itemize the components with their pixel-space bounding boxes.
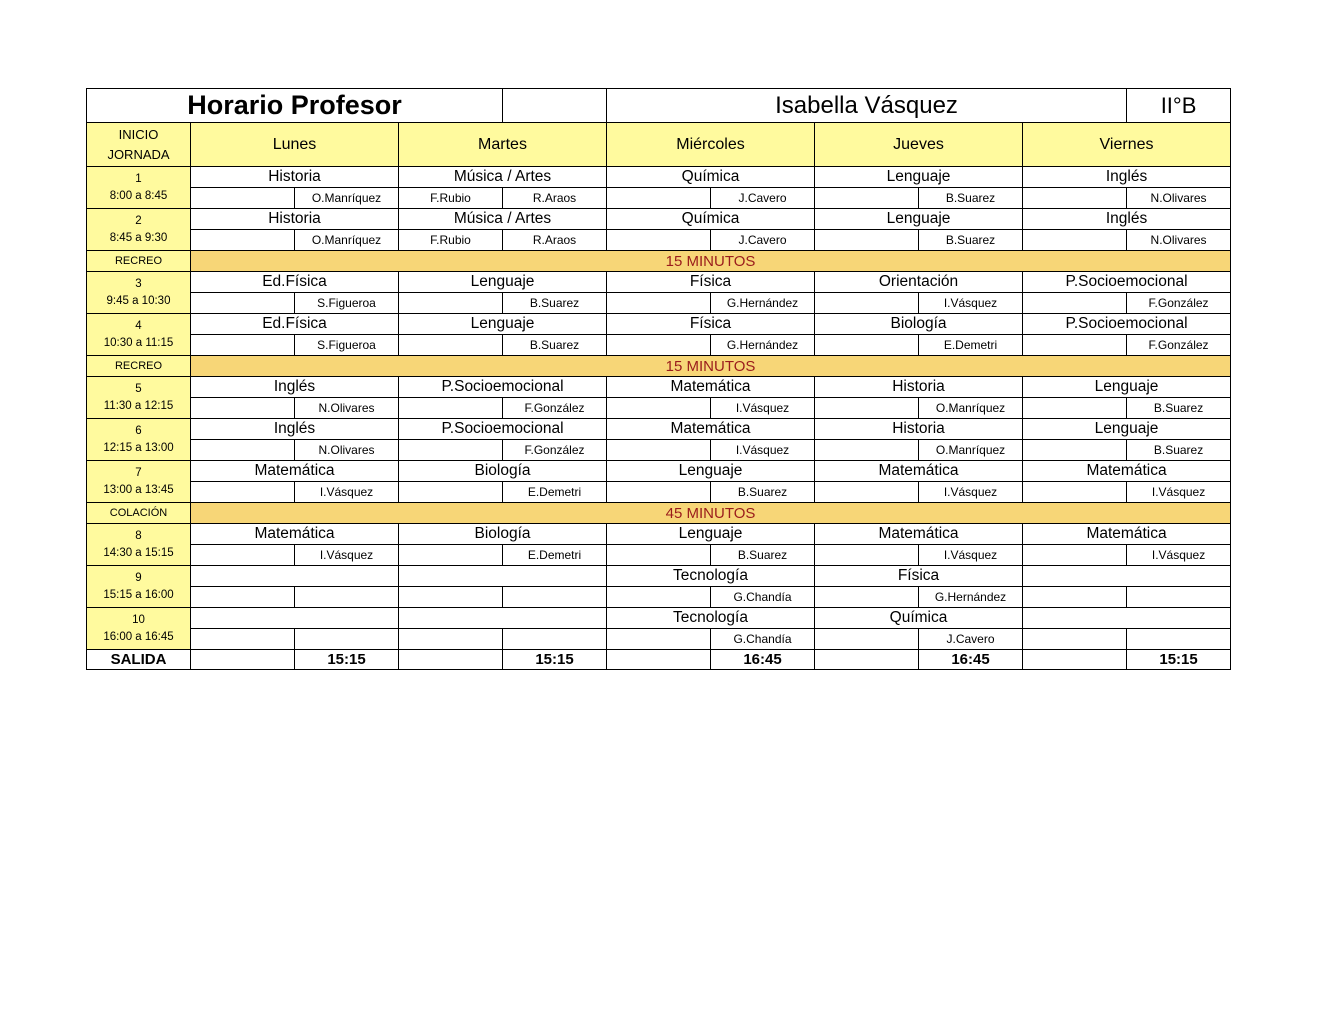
jornada-line: JORNADA xyxy=(107,146,170,162)
period-teacher-row xyxy=(87,482,1231,503)
salida-blank-cell xyxy=(815,650,919,670)
teacher-cell: I.Vásquez xyxy=(919,545,1023,566)
inicio-jornada-label xyxy=(87,123,191,167)
subject-cell: Química xyxy=(815,608,1023,629)
salida-time: 16:45 xyxy=(711,650,815,670)
subject-cell: Matemática xyxy=(191,461,399,482)
teacher-cell xyxy=(399,587,503,608)
period-teacher-row xyxy=(87,587,1231,608)
teacher-cell xyxy=(607,230,711,251)
subject-cell: Inglés xyxy=(1023,209,1231,230)
teacher-cell xyxy=(607,335,711,356)
period-label xyxy=(87,167,191,209)
period-time: 12:15 a 13:00 xyxy=(103,441,174,454)
subject-cell: Orientación xyxy=(815,272,1023,293)
teacher-cell xyxy=(815,188,919,209)
teacher-cell xyxy=(191,335,295,356)
period-number: 10 xyxy=(132,613,145,626)
period-time: 9:45 a 10:30 xyxy=(106,294,171,307)
teacher-cell: E.Demetri xyxy=(503,545,607,566)
break-label: COLACIÓN xyxy=(87,503,191,524)
teacher-cell: I.Vásquez xyxy=(711,440,815,461)
subject-cell xyxy=(399,566,607,587)
subject-cell: Biología xyxy=(399,524,607,545)
teacher-cell: B.Suarez xyxy=(503,293,607,314)
teacher-cell: N.Olivares xyxy=(1127,188,1231,209)
teacher-cell xyxy=(399,545,503,566)
period-label xyxy=(87,209,191,251)
title-blank-cell xyxy=(503,89,607,123)
teacher-cell: I.Vásquez xyxy=(295,482,399,503)
break-row xyxy=(87,503,1231,524)
teacher-cell xyxy=(399,482,503,503)
teacher-cell: R.Araos xyxy=(503,188,607,209)
period-time: 11:30 a 12:15 xyxy=(103,399,174,412)
period-label xyxy=(87,272,191,314)
subject-cell: P.Socioemocional xyxy=(399,419,607,440)
day-header-miercoles: Miércoles xyxy=(607,123,815,167)
teacher-cell: B.Suarez xyxy=(503,335,607,356)
title-row xyxy=(87,89,1231,123)
teacher-cell xyxy=(815,293,919,314)
subject-cell: Lenguaje xyxy=(607,524,815,545)
subject-cell: Matemática xyxy=(815,461,1023,482)
teacher-cell: I.Vásquez xyxy=(295,545,399,566)
teacher-cell: F.González xyxy=(1127,293,1231,314)
subject-cell xyxy=(1023,566,1231,587)
day-header-viernes: Viernes xyxy=(1023,123,1231,167)
subject-cell: Inglés xyxy=(191,419,399,440)
teacher-cell xyxy=(1023,587,1127,608)
teacher-cell: G.Chandía xyxy=(711,629,815,650)
subject-cell: Biología xyxy=(399,461,607,482)
teacher-cell xyxy=(1023,188,1127,209)
teacher-cell: E.Demetri xyxy=(919,335,1023,356)
teacher-cell: I.Vásquez xyxy=(919,482,1023,503)
subject-cell: Tecnología xyxy=(607,608,815,629)
subject-cell: P.Socioemocional xyxy=(1023,314,1231,335)
teacher-cell xyxy=(1023,629,1127,650)
period-teacher-row xyxy=(87,188,1231,209)
period-number: 8 xyxy=(135,529,142,542)
subject-cell: Lenguaje xyxy=(815,209,1023,230)
teacher-cell: G.Hernández xyxy=(711,293,815,314)
teacher-cell xyxy=(191,629,295,650)
period-subject-row xyxy=(87,461,1231,482)
subject-cell xyxy=(399,608,607,629)
period-number: 4 xyxy=(135,319,142,332)
teacher-cell xyxy=(607,188,711,209)
teacher-cell xyxy=(1023,293,1127,314)
break-duration: 15 MINUTOS xyxy=(191,356,1231,377)
period-teacher-row xyxy=(87,335,1231,356)
teacher-cell: J.Cavero xyxy=(711,230,815,251)
period-label xyxy=(87,524,191,566)
teacher-cell: B.Suarez xyxy=(711,545,815,566)
teacher-cell xyxy=(191,545,295,566)
teacher-cell xyxy=(399,293,503,314)
teacher-cell xyxy=(295,587,399,608)
teacher-cell xyxy=(399,398,503,419)
teacher-cell xyxy=(1023,545,1127,566)
teacher-cell xyxy=(1127,587,1231,608)
subject-cell: Física xyxy=(607,272,815,293)
period-subject-row xyxy=(87,524,1231,545)
salida-blank-cell xyxy=(607,650,711,670)
period-label xyxy=(87,461,191,503)
teacher-cell xyxy=(191,293,295,314)
salida-time: 15:15 xyxy=(1127,650,1231,670)
period-time: 8:45 a 9:30 xyxy=(109,231,168,244)
teacher-cell xyxy=(191,230,295,251)
subject-cell: Matemática xyxy=(1023,461,1231,482)
salida-time: 15:15 xyxy=(503,650,607,670)
teacher-cell xyxy=(607,482,711,503)
break-duration: 15 MINUTOS xyxy=(191,251,1231,272)
break-label: RECREO xyxy=(87,356,191,377)
subject-cell xyxy=(191,566,399,587)
period-teacher-row xyxy=(87,545,1231,566)
period-time: 13:00 a 13:45 xyxy=(103,483,174,496)
teacher-cell xyxy=(191,398,295,419)
period-time: 8:00 a 8:45 xyxy=(109,189,168,202)
salida-blank-cell xyxy=(1023,650,1127,670)
subject-cell: Ed.Física xyxy=(191,314,399,335)
teacher-cell: B.Suarez xyxy=(1127,440,1231,461)
subject-cell: Tecnología xyxy=(607,566,815,587)
period-teacher-row xyxy=(87,398,1231,419)
teacher-cell xyxy=(607,587,711,608)
break-row xyxy=(87,356,1231,377)
teacher-cell xyxy=(815,629,919,650)
teacher-cell xyxy=(503,629,607,650)
period-teacher-row xyxy=(87,230,1231,251)
teacher-cell: I.Vásquez xyxy=(1127,482,1231,503)
teacher-cell xyxy=(1023,398,1127,419)
subject-cell: Matemática xyxy=(815,524,1023,545)
subject-cell: Música / Artes xyxy=(399,209,607,230)
teacher-cell: S.Figueroa xyxy=(295,335,399,356)
subject-cell: Lenguaje xyxy=(815,167,1023,188)
teacher-cell xyxy=(1023,230,1127,251)
teacher-cell: B.Suarez xyxy=(711,482,815,503)
inicio-line: INICIO xyxy=(118,126,159,142)
break-row xyxy=(87,251,1231,272)
teacher-cell xyxy=(1127,629,1231,650)
schedule-table xyxy=(86,88,1231,670)
teacher-cell: E.Demetri xyxy=(503,482,607,503)
subject-cell: Inglés xyxy=(1023,167,1231,188)
teacher-cell xyxy=(191,188,295,209)
period-subject-row xyxy=(87,167,1231,188)
period-subject-row xyxy=(87,377,1231,398)
period-subject-row xyxy=(87,209,1231,230)
teacher-name: Isabella Vásquez xyxy=(607,89,1127,123)
page-title: Horario Profesor xyxy=(87,89,503,123)
teacher-cell: S.Figueroa xyxy=(295,293,399,314)
teacher-cell xyxy=(815,545,919,566)
teacher-cell xyxy=(191,587,295,608)
teacher-cell: I.Vásquez xyxy=(1127,545,1231,566)
subject-cell: Lenguaje xyxy=(607,461,815,482)
teacher-cell: I.Vásquez xyxy=(711,398,815,419)
period-time: 14:30 a 15:15 xyxy=(103,546,174,559)
subject-cell: Lenguaje xyxy=(399,314,607,335)
period-label xyxy=(87,419,191,461)
teacher-cell xyxy=(295,629,399,650)
teacher-cell: B.Suarez xyxy=(919,188,1023,209)
subject-cell: Lenguaje xyxy=(1023,377,1231,398)
teacher-cell: O.Manríquez xyxy=(295,230,399,251)
subject-cell: Historia xyxy=(191,167,399,188)
subject-cell: Química xyxy=(607,167,815,188)
subject-cell: Ed.Física xyxy=(191,272,399,293)
teacher-cell: G.Hernández xyxy=(919,587,1023,608)
day-header-jueves: Jueves xyxy=(815,123,1023,167)
break-duration: 45 MINUTOS xyxy=(191,503,1231,524)
subject-cell: Historia xyxy=(191,209,399,230)
teacher-cell: G.Chandía xyxy=(711,587,815,608)
subject-cell: P.Socioemocional xyxy=(399,377,607,398)
teacher-cell xyxy=(607,398,711,419)
teacher-cell xyxy=(399,440,503,461)
teacher-cell xyxy=(191,482,295,503)
salida-label: SALIDA xyxy=(87,650,191,670)
teacher-cell: G.Hernández xyxy=(711,335,815,356)
subject-cell: Física xyxy=(607,314,815,335)
period-subject-row xyxy=(87,314,1231,335)
teacher-cell: B.Suarez xyxy=(1127,398,1231,419)
teacher-cell xyxy=(1023,482,1127,503)
period-label xyxy=(87,608,191,650)
teacher-cell: N.Olivares xyxy=(295,440,399,461)
period-number: 6 xyxy=(135,424,142,437)
period-subject-row xyxy=(87,566,1231,587)
teacher-cell xyxy=(815,335,919,356)
period-subject-row xyxy=(87,608,1231,629)
teacher-cell xyxy=(815,440,919,461)
teacher-cell: O.Manríquez xyxy=(919,440,1023,461)
teacher-cell xyxy=(815,398,919,419)
teacher-cell: B.Suarez xyxy=(919,230,1023,251)
subject-cell xyxy=(1023,608,1231,629)
teacher-cell xyxy=(815,230,919,251)
grade-label: II°B xyxy=(1127,89,1231,123)
teacher-cell: I.Vásquez xyxy=(919,293,1023,314)
day-header-martes: Martes xyxy=(399,123,607,167)
teacher-cell xyxy=(399,335,503,356)
teacher-cell: O.Manríquez xyxy=(295,188,399,209)
day-header-row xyxy=(87,123,1231,167)
teacher-cell: F.González xyxy=(1127,335,1231,356)
period-number: 5 xyxy=(135,382,142,395)
subject-cell: Matemática xyxy=(607,377,815,398)
subject-cell: Lenguaje xyxy=(399,272,607,293)
teacher-cell: J.Cavero xyxy=(919,629,1023,650)
teacher-cell xyxy=(607,545,711,566)
subject-cell: Matemática xyxy=(191,524,399,545)
period-number: 3 xyxy=(135,277,142,290)
period-time: 10:30 a 11:15 xyxy=(103,336,174,349)
subject-cell: P.Socioemocional xyxy=(1023,272,1231,293)
teacher-cell xyxy=(607,440,711,461)
teacher-cell xyxy=(815,587,919,608)
period-subject-row xyxy=(87,419,1231,440)
salida-blank-cell xyxy=(191,650,295,670)
period-label xyxy=(87,566,191,608)
teacher-cell xyxy=(191,440,295,461)
subject-cell: Historia xyxy=(815,419,1023,440)
teacher-cell: N.Olivares xyxy=(295,398,399,419)
subject-cell: Química xyxy=(607,209,815,230)
period-number: 2 xyxy=(135,214,142,227)
period-label xyxy=(87,377,191,419)
salida-time: 16:45 xyxy=(919,650,1023,670)
teacher-cell xyxy=(503,587,607,608)
teacher-cell: J.Cavero xyxy=(711,188,815,209)
teacher-cell: N.Olivares xyxy=(1127,230,1231,251)
subject-cell: Física xyxy=(815,566,1023,587)
break-label: RECREO xyxy=(87,251,191,272)
teacher-cell: F.Rubio xyxy=(399,188,503,209)
teacher-cell: F.González xyxy=(503,398,607,419)
teacher-cell xyxy=(1023,440,1127,461)
teacher-cell: F.Rubio xyxy=(399,230,503,251)
teacher-cell xyxy=(607,629,711,650)
teacher-cell: O.Manríquez xyxy=(919,398,1023,419)
period-number: 1 xyxy=(135,172,142,185)
period-teacher-row xyxy=(87,629,1231,650)
teacher-cell xyxy=(1023,335,1127,356)
subject-cell: Historia xyxy=(815,377,1023,398)
period-number: 9 xyxy=(135,571,142,584)
subject-cell: Matemática xyxy=(607,419,815,440)
teacher-cell: F.González xyxy=(503,440,607,461)
teacher-cell xyxy=(815,482,919,503)
period-number: 7 xyxy=(135,466,142,479)
salida-row xyxy=(87,650,1231,670)
subject-cell xyxy=(191,608,399,629)
subject-cell: Inglés xyxy=(191,377,399,398)
teacher-cell xyxy=(399,629,503,650)
teacher-cell: R.Araos xyxy=(503,230,607,251)
subject-cell: Lenguaje xyxy=(1023,419,1231,440)
subject-cell: Matemática xyxy=(1023,524,1231,545)
subject-cell: Música / Artes xyxy=(399,167,607,188)
salida-blank-cell xyxy=(399,650,503,670)
period-time: 15:15 a 16:00 xyxy=(103,588,174,601)
day-header-lunes: Lunes xyxy=(191,123,399,167)
period-label xyxy=(87,314,191,356)
period-time: 16:00 a 16:45 xyxy=(103,630,174,643)
period-teacher-row xyxy=(87,293,1231,314)
period-subject-row xyxy=(87,272,1231,293)
teacher-cell xyxy=(607,293,711,314)
period-teacher-row xyxy=(87,440,1231,461)
subject-cell: Biología xyxy=(815,314,1023,335)
salida-time: 15:15 xyxy=(295,650,399,670)
